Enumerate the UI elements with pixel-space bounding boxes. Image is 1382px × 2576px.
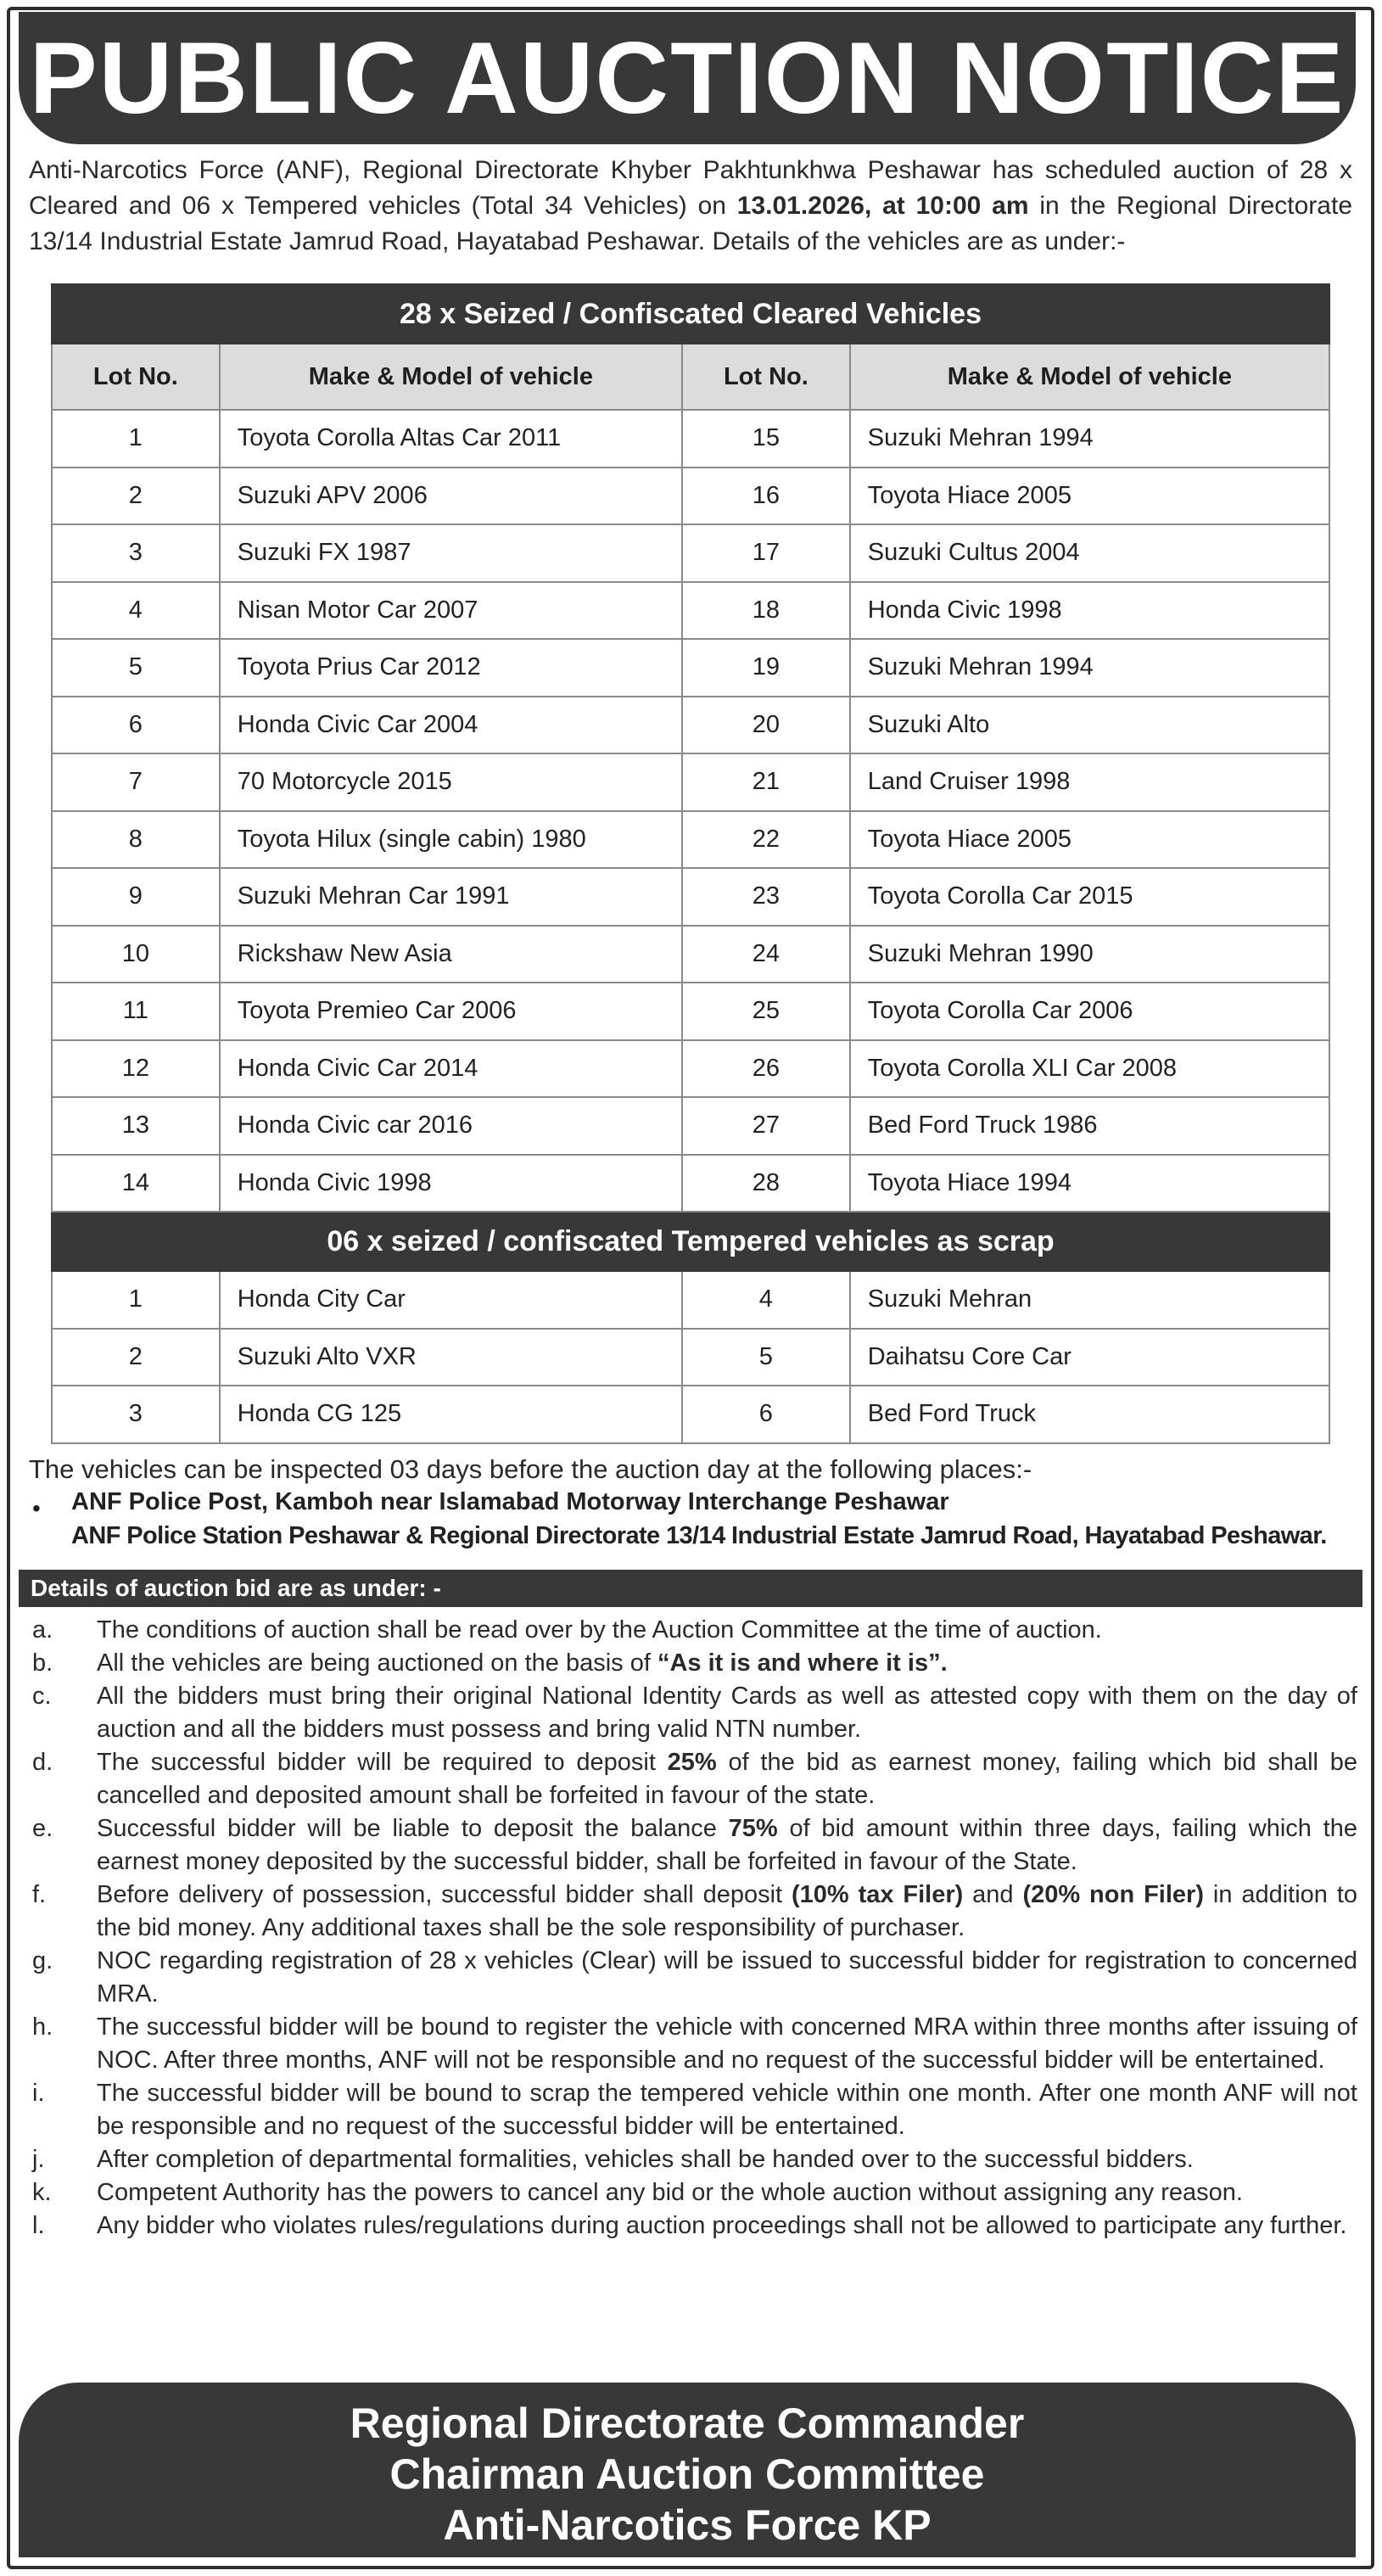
lot-number: 12 — [52, 1040, 220, 1098]
table-row — [52, 524, 1329, 582]
bid-condition-item — [25, 1647, 1357, 1680]
vehicle-model: Toyota Corolla XLI Car 2008 — [850, 1040, 1329, 1098]
lot-number: 1 — [52, 1271, 220, 1329]
lot-number: 19 — [682, 639, 850, 697]
table-row — [52, 1097, 1329, 1155]
inspection-intro: The vehicles can be inspected 03 days before the auction day at the following places:- — [29, 1454, 1032, 1484]
condition-segment: in addition to the bid money. Any additional taxes shall be the sole responsibility of purchaser. — [97, 1881, 1357, 1941]
lot-number: 4 — [52, 582, 220, 640]
vehicle-model: Nisan Motor Car 2007 — [220, 582, 682, 640]
column-header-lot: Lot No. — [52, 344, 220, 410]
vehicle-model: Honda Civic 1998 — [220, 1155, 682, 1212]
intro-paragraph — [29, 153, 1352, 260]
lot-number: 5 — [682, 1329, 850, 1386]
bid-condition-item — [25, 1614, 1357, 1647]
bid-condition-item — [25, 1746, 1357, 1812]
condition-segment: Before delivery of possession, successful bidder shall deposit — [97, 1881, 792, 1908]
condition-letter: i. — [32, 2080, 45, 2107]
condition-letter: g. — [32, 1947, 53, 1974]
lot-number: 26 — [682, 1040, 850, 1098]
lot-number: 14 — [52, 1155, 220, 1212]
cleared-vehicles-heading: 28 x Seized / Confiscated Cleared Vehicles — [52, 284, 1329, 344]
vehicle-model: Toyota Corolla Car 2006 — [850, 983, 1329, 1040]
bid-condition-item — [25, 1879, 1357, 1945]
lot-number: 24 — [682, 926, 850, 983]
condition-letter: h. — [32, 2013, 53, 2041]
table-row — [52, 697, 1329, 754]
condition-letter: d. — [32, 1749, 53, 1776]
table-row — [52, 1329, 1329, 1386]
lot-number: 11 — [52, 983, 220, 1040]
vehicle-model: Honda Civic Car 2004 — [220, 697, 682, 754]
condition-emphasis: 75% — [728, 1815, 778, 1842]
vehicle-model: Toyota Hilux (single cabin) 1980 — [220, 811, 682, 869]
condition-segment: of bid amount within three days, failing which the earnest money deposited by the successful bidder, shall be forfeited in favour of the State. — [97, 1815, 1357, 1875]
condition-text — [97, 1945, 1357, 2011]
condition-segment: The successful bidder will be required to deposit — [97, 1749, 668, 1776]
lot-number: 2 — [52, 1329, 220, 1386]
lot-number: 9 — [52, 868, 220, 926]
table-row — [52, 639, 1329, 697]
table-row — [52, 410, 1329, 468]
lot-number: 23 — [682, 868, 850, 926]
tempered-vehicles-body — [52, 1271, 1329, 1443]
condition-text — [97, 2176, 1357, 2209]
bid-condition-item — [25, 1812, 1357, 1879]
vehicles-table — [51, 283, 1330, 1444]
lot-number: 2 — [52, 468, 220, 525]
lot-number: 6 — [682, 1386, 850, 1443]
condition-text — [97, 1680, 1357, 1746]
column-header-row — [52, 344, 1329, 410]
bid-condition-item — [25, 1680, 1357, 1746]
signatory-block — [19, 2383, 1356, 2557]
cleared-vehicles-body — [52, 410, 1329, 1212]
vehicle-model: Suzuki FX 1987 — [220, 524, 682, 582]
condition-emphasis: 25% — [667, 1749, 717, 1776]
signatory-organization: Anti-Narcotics Force KP — [443, 2501, 932, 2549]
bid-condition-item — [25, 2209, 1357, 2243]
bullet-icon: • — [32, 1495, 41, 1521]
condition-segment: NOC regarding registration of 28 x vehicles (Clear) will be issued to successful bidder for registration to concerned MRA. — [97, 1947, 1357, 2008]
vehicle-model: 70 Motorcycle 2015 — [220, 753, 682, 811]
lot-number: 3 — [52, 1386, 220, 1443]
condition-segment: All the bidders must bring their original National Identity Cards as well as attested copy with them on the day of auction and all the bidders must possess and bring valid NTN number. — [97, 1683, 1357, 1743]
bid-condition-item — [25, 2176, 1357, 2209]
condition-text — [97, 2209, 1357, 2243]
vehicle-model: Bed Ford Truck 1986 — [850, 1097, 1329, 1155]
table-row — [52, 1386, 1329, 1443]
condition-letter: k. — [32, 2179, 52, 2206]
condition-segment: Competent Authority has the powers to cancel any bid or the whole auction without assigning any reason. — [97, 2179, 1243, 2206]
condition-segment: The successful bidder will be bound to register the vehicle with concerned MRA within three months after issuing of NOC. After three months, ANF will not be responsible and no request of the successful bidder will be entertained. — [97, 2013, 1357, 2074]
table-row — [52, 1155, 1329, 1212]
vehicle-model: Toyota Prius Car 2012 — [220, 639, 682, 697]
vehicle-model: Toyota Corolla Car 2015 — [850, 868, 1329, 926]
lot-number: 15 — [682, 410, 850, 468]
condition-letter: c. — [32, 1683, 52, 1710]
condition-text — [97, 1614, 1357, 1647]
lot-number: 6 — [52, 697, 220, 754]
vehicle-model: Honda City Car — [220, 1271, 682, 1329]
table-row — [52, 1040, 1329, 1098]
bid-conditions-list — [25, 1614, 1357, 2243]
vehicle-model: Suzuki Mehran 1990 — [850, 926, 1329, 983]
vehicle-model: Bed Ford Truck — [850, 1386, 1329, 1443]
table-row — [52, 753, 1329, 811]
table-row — [52, 468, 1329, 525]
bid-condition-item — [25, 2143, 1357, 2176]
vehicle-model: Toyota Premieo Car 2006 — [220, 983, 682, 1040]
lot-number: 27 — [682, 1097, 850, 1155]
condition-text — [97, 1647, 1357, 1680]
table-row — [52, 983, 1329, 1040]
vehicle-model: Honda CG 125 — [220, 1386, 682, 1443]
table-row — [52, 926, 1329, 983]
bid-condition-item — [25, 2011, 1357, 2077]
condition-letter: j. — [32, 2146, 45, 2173]
notice-title: PUBLIC AUCTION NOTICE — [19, 12, 1356, 144]
column-header-model: Make & Model of vehicle — [850, 344, 1329, 410]
condition-segment: The successful bidder will be bound to scrap the tempered vehicle within one month. After one month ANF will not be responsible and no request of the successful bidder will be entertained. — [97, 2080, 1357, 2140]
condition-text — [97, 1812, 1357, 1879]
condition-segment: Successful bidder will be liable to deposit the balance — [97, 1815, 729, 1842]
vehicle-model: Suzuki Cultus 2004 — [850, 524, 1329, 582]
lot-number: 7 — [52, 753, 220, 811]
condition-text — [97, 2143, 1357, 2176]
vehicle-model: Suzuki Alto VXR — [220, 1329, 682, 1386]
lot-number: 3 — [52, 524, 220, 582]
condition-letter: l. — [32, 2212, 45, 2239]
condition-emphasis: (20% non Filer) — [1022, 1881, 1204, 1908]
column-header-lot: Lot No. — [682, 344, 850, 410]
vehicle-model: Toyota Hiace 2005 — [850, 468, 1329, 525]
vehicle-model: Suzuki APV 2006 — [220, 468, 682, 525]
condition-segment: All the vehicles are being auctioned on the basis of — [97, 1649, 657, 1677]
condition-letter: f. — [32, 1881, 47, 1908]
lot-number: 28 — [682, 1155, 850, 1212]
condition-segment: of the bid as earnest money, failing which bid shall be cancelled and deposited amount shall be forfeited in favour of the state. — [97, 1749, 1357, 1809]
condition-text — [97, 2077, 1357, 2143]
lot-number: 21 — [682, 753, 850, 811]
vehicle-model: Honda Civic car 2016 — [220, 1097, 682, 1155]
intro-text-2: in the Regional Directorate 13/14 Industrial Estate Jamrud Road, Hayatabad Peshawar. Details of the vehicles are as under:- — [29, 192, 1353, 255]
lot-number: 8 — [52, 811, 220, 869]
bid-condition-item — [25, 1945, 1357, 2011]
vehicle-model: Rickshaw New Asia — [220, 926, 682, 983]
lot-number: 5 — [52, 639, 220, 697]
lot-number: 17 — [682, 524, 850, 582]
condition-emphasis: “As it is and where it is”. — [657, 1649, 948, 1677]
condition-emphasis: (10% tax Filer) — [791, 1881, 964, 1908]
tempered-vehicles-heading: 06 x seized / confiscated Tempered vehicles as scrap — [52, 1212, 1329, 1271]
lot-number: 4 — [682, 1271, 850, 1329]
vehicle-model: Daihatsu Core Car — [850, 1329, 1329, 1386]
condition-letter: b. — [32, 1649, 53, 1677]
condition-text — [97, 2011, 1357, 2077]
condition-segment: The conditions of auction shall be read over by the Auction Committee at the time of auction. — [97, 1616, 1102, 1644]
table-row — [52, 1271, 1329, 1329]
bid-details-heading: Details of auction bid are as under: - — [19, 1570, 1362, 1607]
vehicle-model: Suzuki Mehran 1994 — [850, 410, 1329, 468]
table-row — [52, 582, 1329, 640]
lot-number: 20 — [682, 697, 850, 754]
vehicle-model: Suzuki Alto — [850, 697, 1329, 754]
vehicle-model: Suzuki Mehran — [850, 1271, 1329, 1329]
lot-number: 1 — [52, 410, 220, 468]
vehicle-model: Honda Civic Car 2014 — [220, 1040, 682, 1098]
condition-text — [97, 1879, 1357, 1945]
table-row — [52, 868, 1329, 926]
bid-condition-item — [25, 2077, 1357, 2143]
lot-number: 10 — [52, 926, 220, 983]
vehicle-model: Toyota Hiace 2005 — [850, 811, 1329, 869]
signatory-title: Regional Directorate Commander — [350, 2400, 1025, 2447]
condition-segment: After completion of departmental formalities, vehicles shall be handed over to the successful bidders. — [97, 2146, 1194, 2173]
table-row — [52, 811, 1329, 869]
lot-number: 16 — [682, 468, 850, 525]
inspection-place-2: ANF Police Station Peshawar & Regional Directorate 13/14 Industrial Estate Jamrud Road, Hayatabad Peshawar. — [71, 1522, 1327, 1549]
vehicle-model: Toyota Hiace 1994 — [850, 1155, 1329, 1212]
lot-number: 18 — [682, 582, 850, 640]
column-header-model: Make & Model of vehicle — [220, 344, 682, 410]
signatory-role: Chairman Auction Committee — [389, 2450, 985, 2498]
intro-text-1: Anti-Narcotics Force (ANF), Regional Directorate Khyber Pakhtunkhwa Peshawar has scheduled auction of 28 x Cleared and 06 x Tempered vehicles (Total 34 Vehicles) on — [29, 156, 1352, 220]
condition-segment: and — [963, 1881, 1023, 1908]
lot-number: 13 — [52, 1097, 220, 1155]
condition-letter: e. — [32, 1815, 53, 1842]
condition-text — [97, 1746, 1357, 1812]
condition-letter: a. — [32, 1616, 53, 1644]
vehicle-model: Suzuki Mehran 1994 — [850, 639, 1329, 697]
inspection-place-1: ANF Police Post, Kamboh near Islamabad Motorway Interchange Peshawar — [71, 1488, 949, 1515]
vehicle-model: Honda Civic 1998 — [850, 582, 1329, 640]
lot-number: 25 — [682, 983, 850, 1040]
auction-date-time: 13.01.2026, at 10:00 am — [736, 192, 1029, 220]
vehicle-model: Land Cruiser 1998 — [850, 753, 1329, 811]
vehicle-model: Suzuki Mehran Car 1991 — [220, 868, 682, 926]
condition-segment: Any bidder who violates rules/regulations during auction proceedings shall not be allowed to participate any further. — [97, 2212, 1347, 2239]
vehicle-model: Toyota Corolla Altas Car 2011 — [220, 410, 682, 468]
lot-number: 22 — [682, 811, 850, 869]
